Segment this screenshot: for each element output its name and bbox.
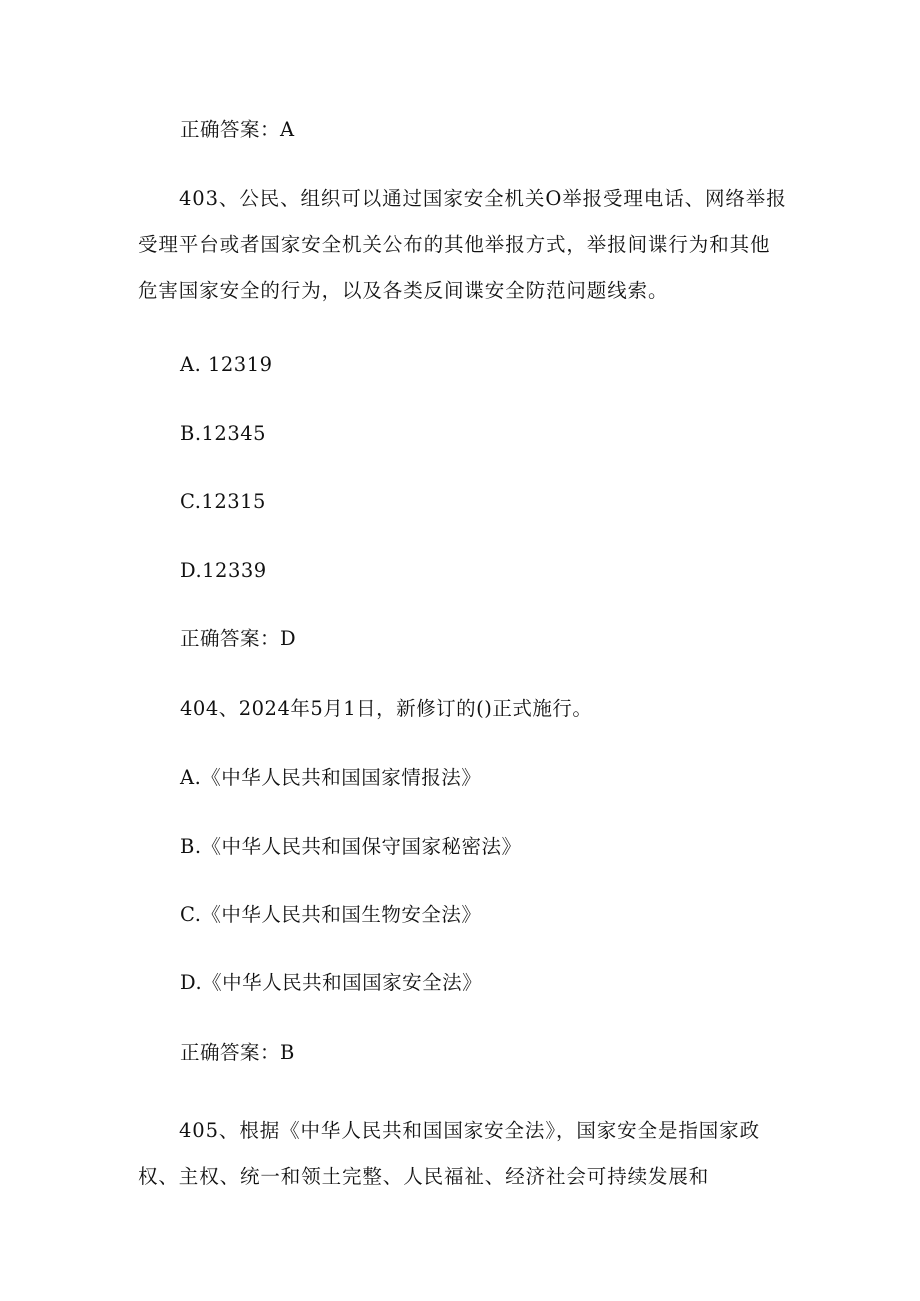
option-d: D.《中华人民共和国国家安全法》 xyxy=(180,971,483,994)
option-c: C.12315 xyxy=(180,490,266,513)
question-404-stem: 404、2024年5月1日，新修订的()正式施行。 xyxy=(180,697,593,720)
question-405-stem: 405、根据《中华人民共和国国家安全法》，国家安全是指国家政权、主权、统一和领土完整、人民福祉、经济社会可持续发展和 xyxy=(138,1119,760,1188)
option-b: B.《中华人民共和国保守国家秘密法》 xyxy=(180,835,522,858)
option-a: A.《中华人民共和国国家情报法》 xyxy=(180,766,482,789)
answer-line: 正确答案：A xyxy=(180,118,295,141)
option-a: A. 12319 xyxy=(180,353,273,376)
option-c: C.《中华人民共和国生物安全法》 xyxy=(180,903,482,926)
answer-line: 正确答案：D xyxy=(180,627,297,650)
option-d: D.12339 xyxy=(180,559,267,582)
option-b: B.12345 xyxy=(180,422,267,445)
answer-line: 正确答案：B xyxy=(180,1041,295,1064)
question-403-stem: 403、公民、组织可以通过国家安全机关O举报受理电话、网络举报受理平台或者国家安全机关公布的其他举报方式，举报间谍行为和其他危害国家安全的行为，以及各类反间谍安全防范问题线索。 xyxy=(138,187,787,302)
